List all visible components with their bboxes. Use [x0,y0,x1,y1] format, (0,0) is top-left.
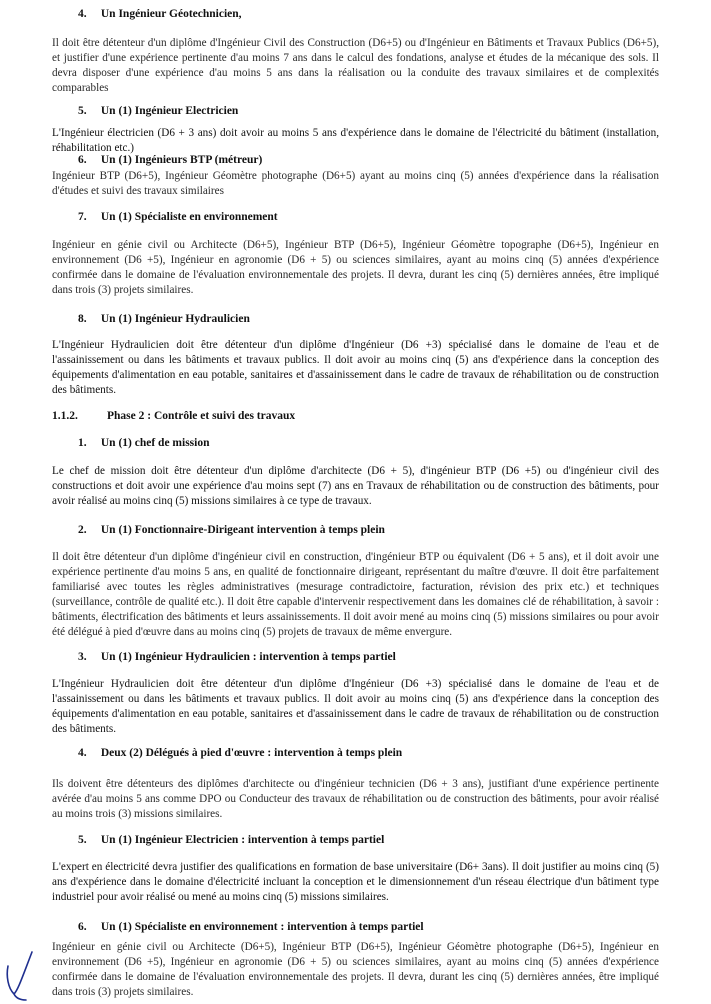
section-paragraph: Ingénieur BTP (D6+5), Ingénieur Géomètre photographe (D6+5) ayant au moins cinq (5) années d'expérience dans la réalisation d'études et suivi des travaux similaires [52,170,659,197]
item-paragraph: Il doit être détenteur d'un diplôme d'ingénieur civil en construction, d'ingénieur BTP ou équivalent (D6 + 5 ans), et il doit avoir une expérience pertinente d'au moins 5 ans, en qualité de fonctionnaire dirigeant, représentant du maître d'œuvre. Il doit être parfaitement familiarisé avec toutes les règles administratives (mesurage contradictoire, facturation, révision des prix etc.) et techniques (surveillance, contrôle de qualité etc.). Il doit être capable d'intervenir respectivement dans les domaines clé de réhabilitation, à savoir : bâtiments, électrification des bâtiments et leurs assainissements. Il doit avoir mené au moins cinq (5) missions similaires ou pour avoir été délégué à pied d'œuvre dans au moins cinq (5) projets de travaux de même envergure. [52,551,659,638]
item-number: 5. [78,834,87,846]
section-number: 8. [78,313,87,325]
item-heading [78,834,384,846]
handwritten-initials-mark [2,948,42,1002]
item-number: 1. [78,437,87,449]
phase-number: 1.1.2. [52,410,78,422]
item-paragraph: Ils doivent être détenteurs des diplômes d'architecte ou d'ingénieur technicien (D6 + 3 ans), justifiant d'une expérience pertinente avérée d'au moins 5 ans comme DPO ou Conducteur des travaux de réhabilitation ou de construction des bâtiments, pour avoir réalisé au moins trois (3) missions similaires. [52,778,659,820]
section-number: 4. [78,8,87,20]
item-paragraph: L'expert en électricité devra justifier des qualifications en formation de base universitaire (D6+ 3ans). Il doit justifier au moins cinq (5) ans d'expérience dans le domaine d'électricité incluant la conception et le dimensionnement d'un réseau électrique d'un bâtiment type industriel pour avoir réalisé ou mené au moins cinq (5) missions similaires. [52,861,659,903]
section-heading [78,211,278,223]
item-title: Un (1) Spécialiste en environnement : intervention à temps partiel [100,921,424,933]
section-title: Un (1) Ingénieur Electricien [100,105,239,117]
item-number: 6. [78,921,87,933]
item-title: Un (1) Ingénieur Electricien : intervention à temps partiel [100,834,385,846]
section-paragraph: Ingénieur en génie civil ou Architecte (D6+5), Ingénieur BTP (D6+5), Ingénieur Géomètre topographe (D6+5), Ingénieur en environnement (D6 +5), Ingénieur en agronomie (D6 + 5) ou sciences similaires, ayant au moins cinq (5) années d'expérience confirmée dans le domaine de l'évaluation environnementale des projets. Il devra, durant les cinq (5) dernières années, être impliqué dans trois (3) projets similaires. [52,239,659,296]
item-number: 2. [78,524,87,536]
section-title: Un Ingénieur Géotechnicien, [100,8,242,20]
section-title: Un (1) Spécialiste en environnement [100,211,278,223]
item-paragraph: Ingénieur en génie civil ou Architecte (D6+5), Ingénieur BTP (D6+5), Ingénieur Géomètre photographe (D6+5), Ingénieur en environnement (D6 +5), Ingénieur en agronomie (D6 + 5) ou sciences similaires, ayant au moins cinq (5) années d'expérience confirmée dans le domaine de l'évaluation environnementale des projets. Il devra, durant les cinq (5) dernières années, être impliqué dans trois (3) projets similaires. [52,941,659,998]
item-paragraph: L'Ingénieur Hydraulicien doit être détenteur d'un diplôme d'Ingénieur (D6 +3) spécialisé dans le domaine de l'eau et de l'assainissement ou dans les bâtiments et travaux publics. Il doit avoir au moins cinq (5) ans d'expérience dans la conception des équipements d'alimentation en eau potable, sanitaires et d'assainissement dans le cadre de travaux de réhabilitation ou de construction des bâtiments. [52,678,659,735]
item-title: Deux (2) Délégués à pied d'œuvre : intervention à temps plein [100,747,403,759]
item-heading [78,437,210,449]
phase-title: Phase 2 : Contrôle et suivi des travaux [107,410,296,422]
section-title: Un (1) Ingénieur Hydraulicien [100,313,250,325]
section-heading [78,154,262,166]
section-number: 6. [78,154,87,166]
section-number: 7. [78,211,87,223]
item-heading [78,524,385,536]
section-heading [78,105,238,117]
section-heading [78,313,250,325]
section-heading [78,8,242,20]
section-paragraph: L'Ingénieur Hydraulicien doit être détenteur d'un diplôme d'Ingénieur (D6 +3) spécialisé dans le domaine de l'eau et de l'assainissement ou dans les bâtiments et travaux publics. Il doit avoir au moins cinq (5) ans d'expérience dans la conception des équipements d'alimentation en eau potable, sanitaires et d'assainissement dans le cadre de travaux de réhabilitation ou de construction des bâtiments. [52,339,659,396]
section-paragraph: Il doit être détenteur d'un diplôme d'Ingénieur Civil des Construction (D6+5) ou d'Ingénieur en Bâtiments et Travaux Publics (D6+5), et justifier d'une expérience pertinente d'au moins 7 ans dans le calcul des fondations, analyse et études de la mécanique des sols. Il devra disposer d'une expérience d'au moins 5 ans dans la réalisation ou la conduite des travaux similaires et de complexités comparables [52,37,659,94]
item-number: 4. [78,747,87,759]
phase-heading [52,410,295,422]
item-heading [78,921,424,933]
section-paragraph: L'Ingénieur électricien (D6 + 3 ans) doit avoir au moins 5 ans d'expérience dans le domaine de l'électricité du bâtiment (installation, réhabilitation etc.) [52,127,659,154]
section-number: 5. [78,105,87,117]
section-title: Un (1) Ingénieurs BTP (métreur) [100,154,263,166]
item-title: Un (1) Fonctionnaire-Dirigeant intervention à temps plein [100,524,385,536]
item-title: Un (1) Ingénieur Hydraulicien : intervention à temps partiel [100,651,396,663]
item-number: 3. [78,651,87,663]
item-heading [78,747,402,759]
item-paragraph: Le chef de mission doit être détenteur d'un diplôme d'architecte (D6 + 5), d'ingénieur BTP (D6 +5) ou d'ingénieur civil des constructions et doit avoir une expérience d'au moins sept (7) ans en Travaux de réhabilitation ou de construction des bâtiments, pour avoir réalisé au moins cinq (5) missions similaires à ce type de travaux. [52,465,659,507]
item-heading [78,651,396,663]
item-title: Un (1) chef de mission [100,437,210,449]
